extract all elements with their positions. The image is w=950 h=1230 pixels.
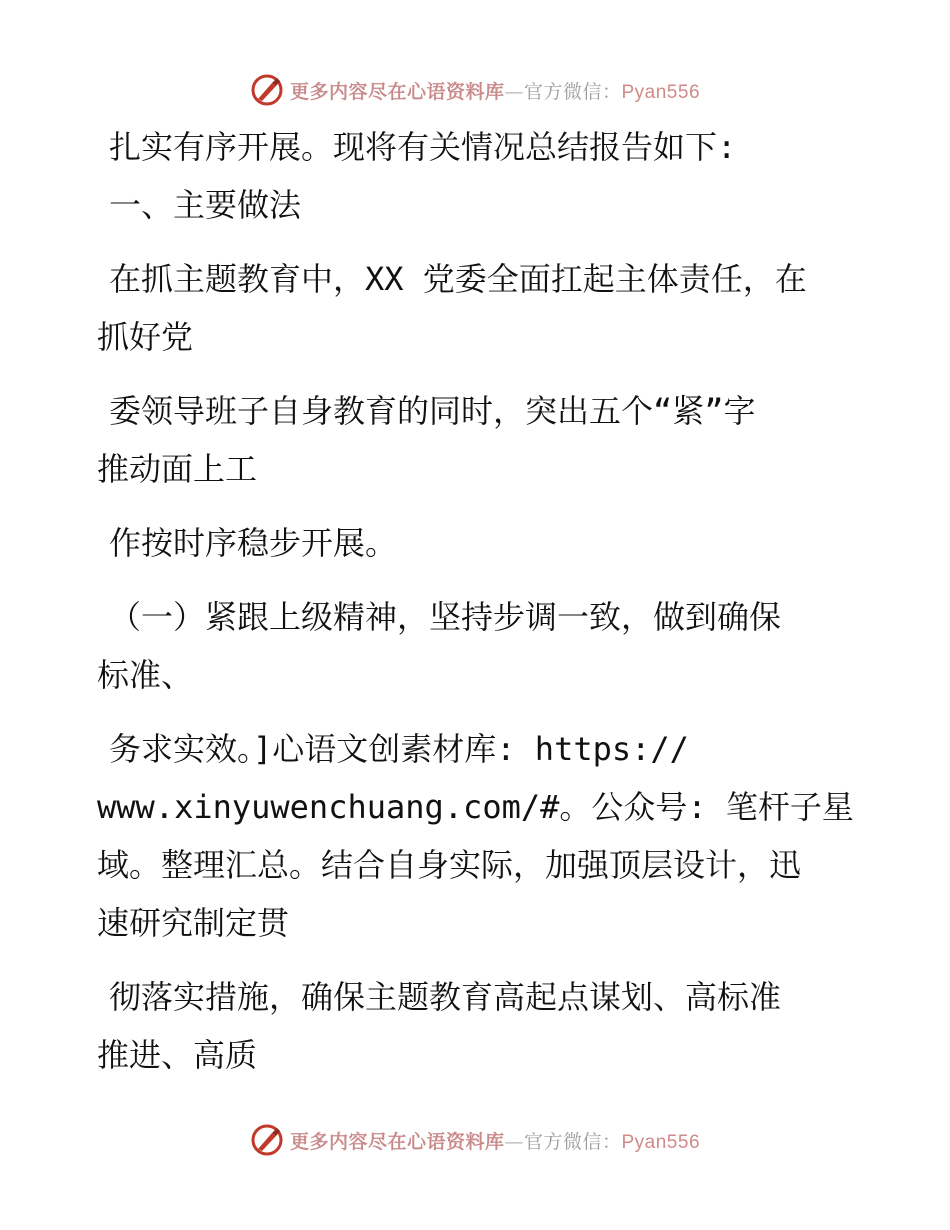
- body-line-10: 务求实效。]心语文创素材库: https://: [109, 730, 689, 768]
- body-line-7: 作按时序稳步开展。: [109, 524, 398, 562]
- body-line-6: 推动面上工: [97, 450, 258, 488]
- body-line-11-url: www.xinyuwenchuang.com/#。公众号: 笔杆子星: [97, 788, 854, 826]
- header-banner-main: 更多内容尽在心语资料库: [289, 80, 505, 103]
- body-line-1: 扎实有序开展。现将有关情况总结报告如下:: [109, 128, 737, 166]
- header-banner-text: [290, 77, 700, 104]
- footer-banner-text: [290, 1127, 700, 1154]
- body-line-3: 在抓主题教育中，XX 党委全面扛起主体责任，在: [109, 260, 807, 298]
- body-line-9: 标准、: [97, 656, 194, 694]
- header-banner-wechat-label: 官方微信：: [523, 80, 622, 103]
- footer-watermark-banner: [0, 1120, 950, 1160]
- body-line-12: 域。整理汇总。结合自身实际，加强顶层设计，迅: [97, 846, 802, 884]
- header-banner-inner: [250, 73, 700, 107]
- section-heading-main-practices: 一、主要做法: [109, 186, 302, 224]
- footer-banner-inner: [250, 1123, 700, 1157]
- subsection-heading-1: （一）紧跟上级精神，坚持步调一致，做到确保: [109, 598, 782, 636]
- body-line-15: 推进、高质: [97, 1036, 258, 1074]
- footer-banner-separator: —: [504, 1130, 524, 1153]
- document-body: [97, 118, 857, 1084]
- pen-logo-icon: [250, 73, 284, 107]
- header-banner-separator: —: [504, 80, 524, 103]
- body-line-5: 委领导班子自身教育的同时，突出五个“紧”字: [109, 392, 756, 430]
- header-watermark-banner: [0, 70, 950, 110]
- body-line-13: 速研究制定贯: [97, 904, 290, 942]
- footer-banner-main: 更多内容尽在心语资料库: [289, 1130, 505, 1153]
- footer-banner-wechat-id: Pyan556: [621, 1131, 701, 1153]
- footer-banner-wechat-label: 官方微信：: [523, 1130, 622, 1153]
- body-line-14: 彻落实措施，确保主题教育高起点谋划、高标准: [109, 978, 782, 1016]
- pen-logo-icon: [250, 1123, 284, 1157]
- header-banner-wechat-id: Pyan556: [621, 81, 701, 103]
- body-line-4: 抓好党: [97, 318, 194, 356]
